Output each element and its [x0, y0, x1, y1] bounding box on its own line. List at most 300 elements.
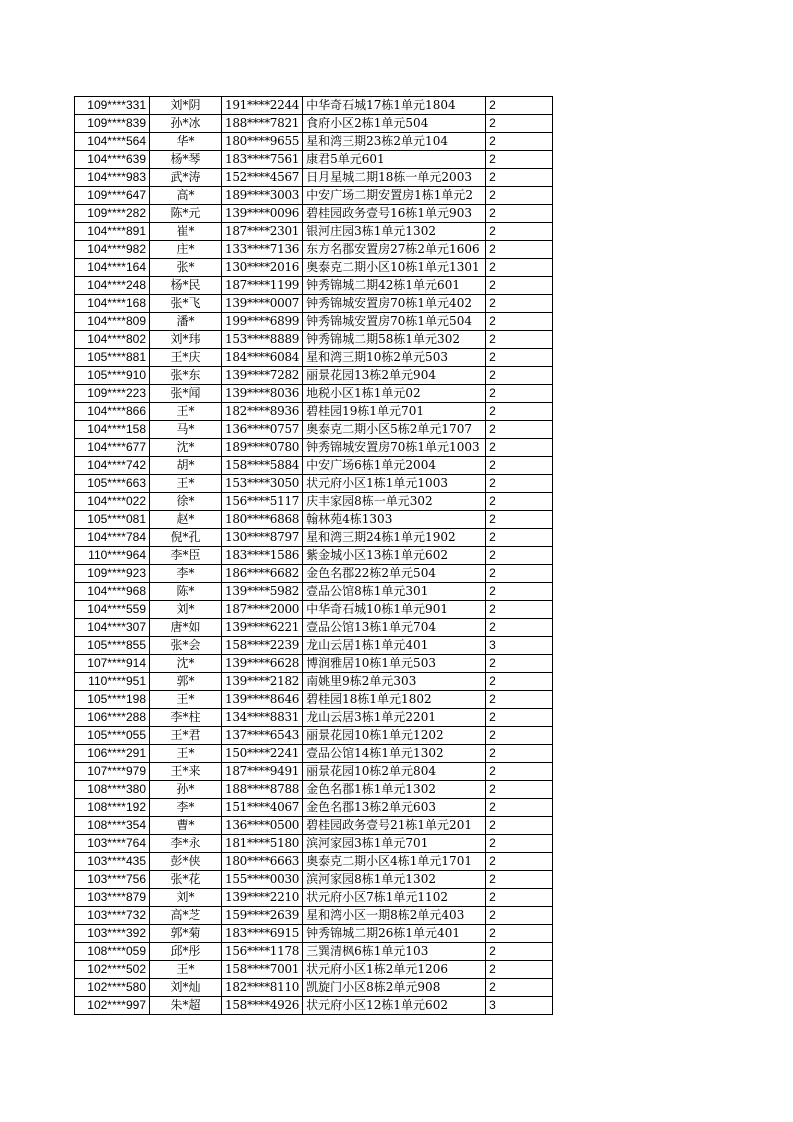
address-cell: 钟秀锦城二期42栋1单元601 — [303, 277, 486, 295]
table-row — [75, 907, 553, 925]
name-cell: 李*柱 — [150, 709, 222, 727]
phone-cell: 180****6868 — [222, 511, 303, 529]
phone-cell: 184****6084 — [222, 349, 303, 367]
table-row — [75, 601, 553, 619]
address-cell: 奥泰克二期小区10栋1单元1301 — [303, 259, 486, 277]
count-cell: 2 — [486, 367, 553, 385]
table-row — [75, 403, 553, 421]
address-cell: 壹品公馆14栋1单元1302 — [303, 745, 486, 763]
count-cell: 2 — [486, 547, 553, 565]
name-cell: 李*永 — [150, 835, 222, 853]
phone-cell: 151****4067 — [222, 799, 303, 817]
id-cell: 104****022 — [75, 493, 150, 511]
address-cell: 地税小区1栋1单元02 — [303, 385, 486, 403]
id-cell: 104****891 — [75, 223, 150, 241]
address-cell: 钟秀锦城二期58栋1单元302 — [303, 331, 486, 349]
address-cell: 翰林苑4栋1303 — [303, 511, 486, 529]
phone-cell: 158****4926 — [222, 997, 303, 1015]
table-row — [75, 115, 553, 133]
phone-cell: 152****4567 — [222, 169, 303, 187]
count-cell: 2 — [486, 655, 553, 673]
id-cell: 104****564 — [75, 133, 150, 151]
name-cell: 张*闻 — [150, 385, 222, 403]
phone-cell: 188****8788 — [222, 781, 303, 799]
table-row — [75, 727, 553, 745]
name-cell: 王*君 — [150, 727, 222, 745]
phone-cell: 180****6663 — [222, 853, 303, 871]
id-cell: 106****288 — [75, 709, 150, 727]
count-cell: 2 — [486, 943, 553, 961]
name-cell: 陈* — [150, 583, 222, 601]
name-cell: 杨*琴 — [150, 151, 222, 169]
table-row — [75, 385, 553, 403]
address-cell: 博润雅居10栋1单元503 — [303, 655, 486, 673]
table-row — [75, 961, 553, 979]
address-cell: 钟秀锦城安置房70栋1单元504 — [303, 313, 486, 331]
name-cell: 潘* — [150, 313, 222, 331]
address-cell: 钟秀锦城安置房70栋1单元1003 — [303, 439, 486, 457]
name-cell: 刘* — [150, 889, 222, 907]
table-row — [75, 871, 553, 889]
phone-cell: 183****1586 — [222, 547, 303, 565]
count-cell: 2 — [486, 457, 553, 475]
name-cell: 曹* — [150, 817, 222, 835]
name-cell: 郭* — [150, 673, 222, 691]
phone-cell: 134****8831 — [222, 709, 303, 727]
table-row — [75, 493, 553, 511]
id-cell: 110****964 — [75, 547, 150, 565]
count-cell: 2 — [486, 835, 553, 853]
address-cell: 龙山云居1栋1单元401 — [303, 637, 486, 655]
id-cell: 103****392 — [75, 925, 150, 943]
id-cell: 109****223 — [75, 385, 150, 403]
name-cell: 李*臣 — [150, 547, 222, 565]
id-cell: 105****055 — [75, 727, 150, 745]
id-cell: 108****192 — [75, 799, 150, 817]
count-cell: 2 — [486, 763, 553, 781]
name-cell: 高*芝 — [150, 907, 222, 925]
phone-cell: 187****9491 — [222, 763, 303, 781]
address-cell: 丽景花园10栋1单元1202 — [303, 727, 486, 745]
phone-cell: 188****7821 — [222, 115, 303, 133]
name-cell: 邱*彤 — [150, 943, 222, 961]
table-row — [75, 637, 553, 655]
table-row — [75, 367, 553, 385]
phone-cell: 155****0030 — [222, 871, 303, 889]
count-cell: 2 — [486, 511, 553, 529]
count-cell: 2 — [486, 745, 553, 763]
count-cell: 2 — [486, 169, 553, 187]
table-row — [75, 187, 553, 205]
address-cell: 滨河家园3栋1单元701 — [303, 835, 486, 853]
name-cell: 王*庆 — [150, 349, 222, 367]
id-cell: 107****914 — [75, 655, 150, 673]
name-cell: 刘*玮 — [150, 331, 222, 349]
table-row — [75, 835, 553, 853]
phone-cell: 150****2241 — [222, 745, 303, 763]
table-row — [75, 529, 553, 547]
table-row — [75, 745, 553, 763]
name-cell: 李* — [150, 565, 222, 583]
phone-cell: 181****5180 — [222, 835, 303, 853]
address-cell: 金色名郡13栋2单元603 — [303, 799, 486, 817]
address-cell: 中安广场二期安置房1栋1单元2 — [303, 187, 486, 205]
name-cell: 王* — [150, 745, 222, 763]
phone-cell: 182****8110 — [222, 979, 303, 997]
count-cell: 2 — [486, 601, 553, 619]
name-cell: 张* — [150, 259, 222, 277]
id-cell: 109****282 — [75, 205, 150, 223]
table-row — [75, 943, 553, 961]
id-cell: 104****164 — [75, 259, 150, 277]
id-cell: 110****951 — [75, 673, 150, 691]
name-cell: 彭*侠 — [150, 853, 222, 871]
id-cell: 102****502 — [75, 961, 150, 979]
count-cell: 2 — [486, 259, 553, 277]
count-cell: 2 — [486, 925, 553, 943]
count-cell: 3 — [486, 997, 553, 1015]
address-cell: 龙山云居3栋1单元2201 — [303, 709, 486, 727]
id-cell: 105****910 — [75, 367, 150, 385]
count-cell: 2 — [486, 889, 553, 907]
name-cell: 刘*灿 — [150, 979, 222, 997]
address-cell: 丽景花园13栋2单元904 — [303, 367, 486, 385]
table-row — [75, 853, 553, 871]
phone-cell: 139****2182 — [222, 673, 303, 691]
id-cell: 104****168 — [75, 295, 150, 313]
count-cell: 2 — [486, 187, 553, 205]
address-cell: 星和湾小区一期8栋2单元403 — [303, 907, 486, 925]
id-cell: 104****248 — [75, 277, 150, 295]
count-cell: 2 — [486, 421, 553, 439]
address-cell: 金色名郡1栋1单元1302 — [303, 781, 486, 799]
count-cell: 2 — [486, 799, 553, 817]
phone-cell: 139****0096 — [222, 205, 303, 223]
count-cell: 2 — [486, 853, 553, 871]
count-cell: 3 — [486, 637, 553, 655]
phone-cell: 130****2016 — [222, 259, 303, 277]
id-cell: 104****559 — [75, 601, 150, 619]
name-cell: 孙*冰 — [150, 115, 222, 133]
phone-cell: 158****5884 — [222, 457, 303, 475]
name-cell: 张*飞 — [150, 295, 222, 313]
name-cell: 张*会 — [150, 637, 222, 655]
phone-cell: 156****1178 — [222, 943, 303, 961]
table-body — [75, 97, 553, 1015]
address-cell: 碧桂园19栋1单元701 — [303, 403, 486, 421]
table-row — [75, 619, 553, 637]
table-row — [75, 691, 553, 709]
name-cell: 陈*元 — [150, 205, 222, 223]
address-cell: 星和湾三期10栋2单元503 — [303, 349, 486, 367]
name-cell: 李* — [150, 799, 222, 817]
table-row — [75, 583, 553, 601]
name-cell: 郭*菊 — [150, 925, 222, 943]
count-cell: 2 — [486, 979, 553, 997]
address-cell: 钟秀锦城二期26栋1单元401 — [303, 925, 486, 943]
phone-cell: 156****5117 — [222, 493, 303, 511]
count-cell: 2 — [486, 205, 553, 223]
id-cell: 103****732 — [75, 907, 150, 925]
name-cell: 武*涛 — [150, 169, 222, 187]
table-row — [75, 259, 553, 277]
phone-cell: 136****0757 — [222, 421, 303, 439]
phone-cell: 139****2210 — [222, 889, 303, 907]
name-cell: 王* — [150, 403, 222, 421]
address-cell: 中安广场6栋1单元2004 — [303, 457, 486, 475]
name-cell: 杨*民 — [150, 277, 222, 295]
table-row — [75, 889, 553, 907]
table-row — [75, 565, 553, 583]
address-cell: 康君5单元601 — [303, 151, 486, 169]
id-cell: 103****435 — [75, 853, 150, 871]
id-cell: 105****855 — [75, 637, 150, 655]
name-cell: 高* — [150, 187, 222, 205]
phone-cell: 189****0780 — [222, 439, 303, 457]
table-row — [75, 295, 553, 313]
name-cell: 马* — [150, 421, 222, 439]
phone-cell: 182****8936 — [222, 403, 303, 421]
count-cell: 2 — [486, 295, 553, 313]
address-cell: 钟秀锦城安置房70栋1单元402 — [303, 295, 486, 313]
id-cell: 109****647 — [75, 187, 150, 205]
count-cell: 2 — [486, 565, 553, 583]
address-cell: 碧桂园政务壹号21栋1单元201 — [303, 817, 486, 835]
count-cell: 2 — [486, 673, 553, 691]
count-cell: 2 — [486, 781, 553, 799]
phone-cell: 187****1199 — [222, 277, 303, 295]
name-cell: 刘* — [150, 601, 222, 619]
address-cell: 奥泰克二期小区4栋1单元1701 — [303, 853, 486, 871]
count-cell: 2 — [486, 583, 553, 601]
address-cell: 奥泰克二期小区5栋2单元1707 — [303, 421, 486, 439]
id-cell: 104****742 — [75, 457, 150, 475]
address-cell: 碧桂园18栋1单元1802 — [303, 691, 486, 709]
id-cell: 104****784 — [75, 529, 150, 547]
id-cell: 105****081 — [75, 511, 150, 529]
count-cell: 2 — [486, 331, 553, 349]
count-cell: 2 — [486, 277, 553, 295]
table-row — [75, 241, 553, 259]
address-cell: 状元府小区12栋1单元602 — [303, 997, 486, 1015]
id-cell: 103****756 — [75, 871, 150, 889]
data-table — [74, 96, 553, 1015]
count-cell: 2 — [486, 619, 553, 637]
address-cell: 丽景花园10栋2单元804 — [303, 763, 486, 781]
name-cell: 王* — [150, 691, 222, 709]
name-cell: 沈* — [150, 439, 222, 457]
table-row — [75, 547, 553, 565]
name-cell: 王* — [150, 475, 222, 493]
address-cell: 南姚里9栋2单元303 — [303, 673, 486, 691]
address-cell: 状元府小区7栋1单元1102 — [303, 889, 486, 907]
id-cell: 107****979 — [75, 763, 150, 781]
name-cell: 朱*超 — [150, 997, 222, 1015]
id-cell: 104****677 — [75, 439, 150, 457]
address-cell: 状元府小区1栋2单元1206 — [303, 961, 486, 979]
address-cell: 三巽清枫6栋1单元103 — [303, 943, 486, 961]
name-cell: 刘*阴 — [150, 97, 222, 115]
phone-cell: 139****8646 — [222, 691, 303, 709]
id-cell: 106****291 — [75, 745, 150, 763]
count-cell: 2 — [486, 475, 553, 493]
address-cell: 碧桂园政务壹号16栋1单元903 — [303, 205, 486, 223]
phone-cell: 158****7001 — [222, 961, 303, 979]
count-cell: 2 — [486, 727, 553, 745]
name-cell: 赵* — [150, 511, 222, 529]
id-cell: 105****881 — [75, 349, 150, 367]
count-cell: 2 — [486, 817, 553, 835]
table-row — [75, 925, 553, 943]
id-cell: 108****059 — [75, 943, 150, 961]
count-cell: 2 — [486, 439, 553, 457]
phone-cell: 180****9655 — [222, 133, 303, 151]
phone-cell: 187****2301 — [222, 223, 303, 241]
table-row — [75, 457, 553, 475]
table-row — [75, 709, 553, 727]
name-cell: 胡* — [150, 457, 222, 475]
table-row — [75, 349, 553, 367]
name-cell: 倪*孔 — [150, 529, 222, 547]
phone-cell: 183****7561 — [222, 151, 303, 169]
name-cell: 沈* — [150, 655, 222, 673]
address-cell: 星和湾三期24栋1单元1902 — [303, 529, 486, 547]
phone-cell: 191****2244 — [222, 97, 303, 115]
address-cell: 金色名郡22栋2单元504 — [303, 565, 486, 583]
name-cell: 张*花 — [150, 871, 222, 889]
phone-cell: 139****8036 — [222, 385, 303, 403]
phone-cell: 183****6915 — [222, 925, 303, 943]
table-row — [75, 313, 553, 331]
table-row — [75, 421, 553, 439]
table-row — [75, 205, 553, 223]
id-cell: 105****198 — [75, 691, 150, 709]
name-cell: 徐* — [150, 493, 222, 511]
count-cell: 2 — [486, 871, 553, 889]
phone-cell: 139****6628 — [222, 655, 303, 673]
id-cell: 104****866 — [75, 403, 150, 421]
phone-cell: 158****2239 — [222, 637, 303, 655]
name-cell: 华* — [150, 133, 222, 151]
table-row — [75, 331, 553, 349]
phone-cell: 139****5982 — [222, 583, 303, 601]
table-row — [75, 169, 553, 187]
name-cell: 孙* — [150, 781, 222, 799]
count-cell: 2 — [486, 97, 553, 115]
table-row — [75, 223, 553, 241]
id-cell: 102****997 — [75, 997, 150, 1015]
phone-cell: 133****7136 — [222, 241, 303, 259]
count-cell: 2 — [486, 493, 553, 511]
id-cell: 104****158 — [75, 421, 150, 439]
address-cell: 日月星城二期18栋一单元2003 — [303, 169, 486, 187]
count-cell: 2 — [486, 115, 553, 133]
table-row — [75, 673, 553, 691]
phone-cell: 137****6543 — [222, 727, 303, 745]
count-cell: 2 — [486, 691, 553, 709]
table-row — [75, 97, 553, 115]
address-cell: 凯旋门小区8栋2单元908 — [303, 979, 486, 997]
table-row — [75, 439, 553, 457]
address-cell: 滨河家园8栋1单元1302 — [303, 871, 486, 889]
count-cell: 2 — [486, 133, 553, 151]
address-cell: 状元府小区1栋1单元1003 — [303, 475, 486, 493]
address-cell: 紫金城小区13栋1单元602 — [303, 547, 486, 565]
count-cell: 2 — [486, 241, 553, 259]
name-cell: 王*来 — [150, 763, 222, 781]
table-row — [75, 655, 553, 673]
address-cell: 东方名郡安置房27栋2单元1606 — [303, 241, 486, 259]
count-cell: 2 — [486, 313, 553, 331]
address-cell: 中华奇石城10栋1单元901 — [303, 601, 486, 619]
count-cell: 2 — [486, 385, 553, 403]
id-cell: 103****764 — [75, 835, 150, 853]
phone-cell: 189****3003 — [222, 187, 303, 205]
phone-cell: 139****6221 — [222, 619, 303, 637]
phone-cell: 153****8889 — [222, 331, 303, 349]
table-row — [75, 979, 553, 997]
count-cell: 2 — [486, 961, 553, 979]
id-cell: 108****354 — [75, 817, 150, 835]
phone-cell: 139****0007 — [222, 295, 303, 313]
phone-cell: 136****0500 — [222, 817, 303, 835]
table-row — [75, 817, 553, 835]
count-cell: 2 — [486, 529, 553, 547]
id-cell: 103****879 — [75, 889, 150, 907]
count-cell: 2 — [486, 223, 553, 241]
phone-cell: 187****2000 — [222, 601, 303, 619]
id-cell: 104****802 — [75, 331, 150, 349]
address-cell: 壹品公馆13栋1单元704 — [303, 619, 486, 637]
table-row — [75, 133, 553, 151]
name-cell: 王* — [150, 961, 222, 979]
table-row — [75, 997, 553, 1015]
count-cell: 2 — [486, 403, 553, 421]
name-cell: 庄* — [150, 241, 222, 259]
count-cell: 2 — [486, 907, 553, 925]
id-cell: 109****331 — [75, 97, 150, 115]
phone-cell: 153****3050 — [222, 475, 303, 493]
address-cell: 庆丰家园8栋一单元302 — [303, 493, 486, 511]
id-cell: 105****663 — [75, 475, 150, 493]
phone-cell: 139****7282 — [222, 367, 303, 385]
table-row — [75, 475, 553, 493]
phone-cell: 130****8797 — [222, 529, 303, 547]
address-cell: 银河庄园3栋1单元1302 — [303, 223, 486, 241]
address-cell: 食府小区2栋1单元504 — [303, 115, 486, 133]
count-cell: 2 — [486, 349, 553, 367]
id-cell: 102****580 — [75, 979, 150, 997]
table-row — [75, 763, 553, 781]
name-cell: 张*东 — [150, 367, 222, 385]
address-cell: 中华奇石城17栋1单元1804 — [303, 97, 486, 115]
table-row — [75, 781, 553, 799]
id-cell: 104****983 — [75, 169, 150, 187]
address-cell: 壹品公馆8栋1单元301 — [303, 583, 486, 601]
address-cell: 星和湾三期23栋2单元104 — [303, 133, 486, 151]
id-cell: 104****307 — [75, 619, 150, 637]
phone-cell: 199****6899 — [222, 313, 303, 331]
name-cell: 崔* — [150, 223, 222, 241]
id-cell: 104****982 — [75, 241, 150, 259]
id-cell: 109****923 — [75, 565, 150, 583]
count-cell: 2 — [486, 709, 553, 727]
id-cell: 104****968 — [75, 583, 150, 601]
id-cell: 109****839 — [75, 115, 150, 133]
table-row — [75, 511, 553, 529]
count-cell: 2 — [486, 151, 553, 169]
name-cell: 唐*如 — [150, 619, 222, 637]
